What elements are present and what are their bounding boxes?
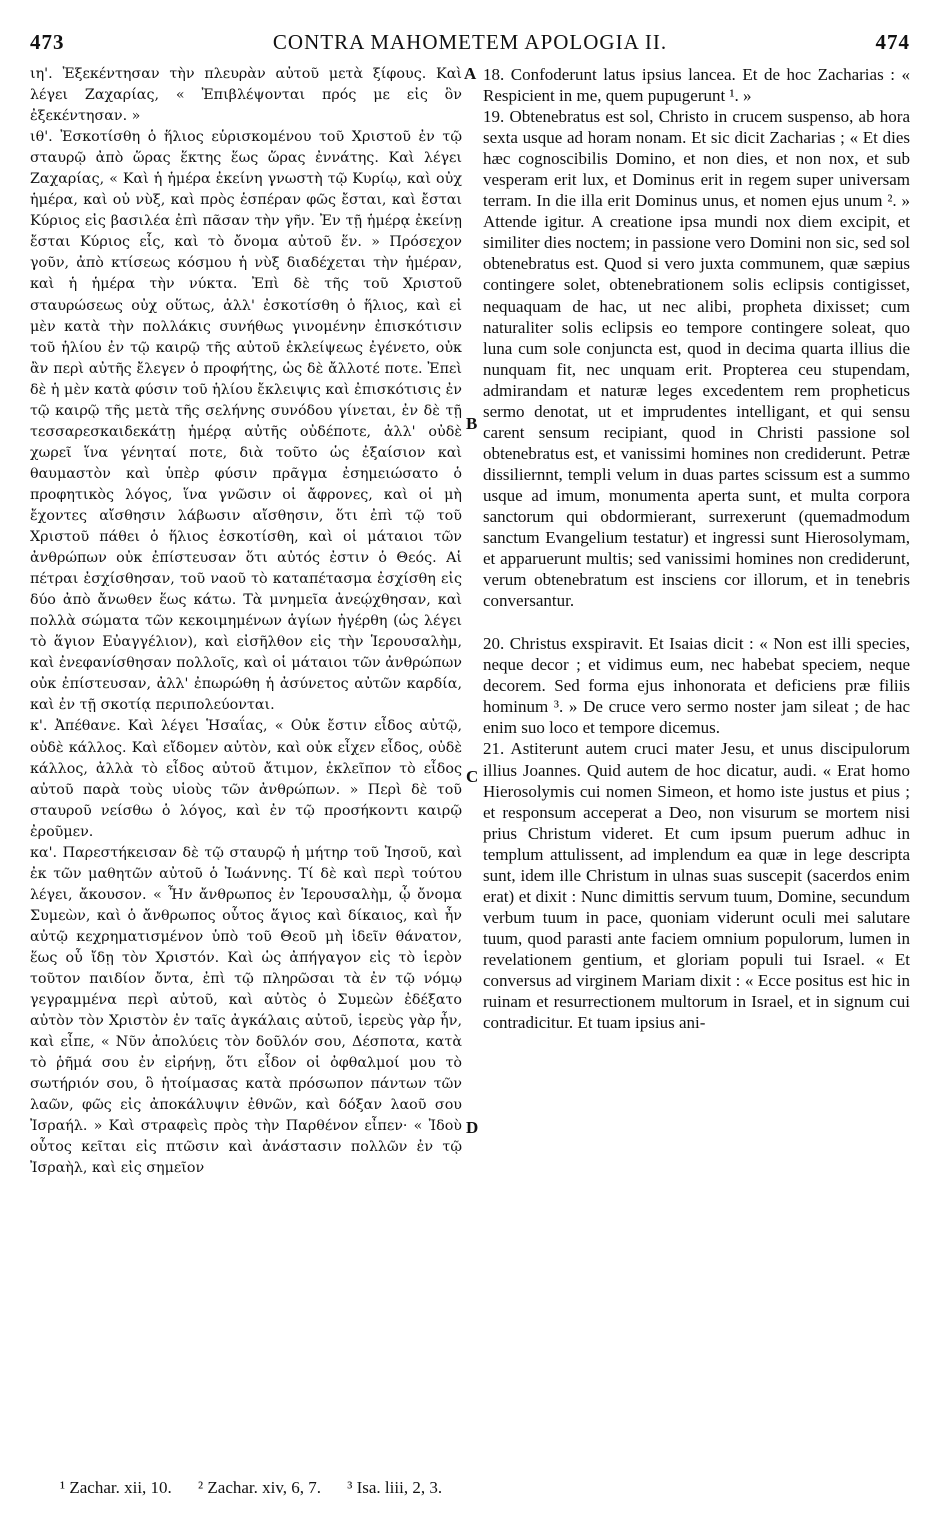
margin-marker-d: D [466, 1118, 479, 1137]
greek-paragraph-18: ιη'. Ἐξεκέντησαν τὴν πλευρὰν αὐτοῦ μετὰ ξίφους. Καὶ λέγει Ζαχαρίας, « Ἐπιβλέψονται πρός με εἰς ὃν ἐξεκέντησαν. » [30, 66, 462, 125]
page-number-left: 473 [30, 30, 65, 54]
page-number-right: 474 [875, 30, 910, 54]
latin-paragraph-21: 21. Astiterunt autem cruci mater Jesu, et unus discipulorum illius Joannes. Quid autem de hoc dicatur, audi. « Erat homo Hierosolymis cui nomen Simeon, et homo iste justus et pius ; et responsum acceperat a Deo, non visurum se mortem nisi prius Christum videret. Et cum ipsum puerum adhuc in templum attulissent, ad implendum ea quæ in lege descripta sunt, idem ille Christum in ulnas suas suscepit (sacerdos enim erat) et dixit : Nunc dimittis servum tuum, Domine, secundum verbum tuum in pace, quoniam viderunt oculi mei salutare tuum, quod parasti ante faciem omnium populorum, lumen in revelationem gentium, et gloriam populi tui Israel. « Et conversus ad virginem Mariam dixit : « Ecce positus est hic in ruinam et resurrectionem multorum in Israel, et in signum cui contradicitur. Et tuam ipsius ani- [483, 739, 910, 1033]
latin-paragraph-18: 18. Confoderunt latus ipsius lancea. Et de hoc Zacharias : « Respicient in me, quem pupugerunt ¹. » [483, 65, 910, 106]
latin-column [483, 64, 910, 1033]
spacer [483, 611, 910, 633]
margin-marker-b: B [466, 414, 478, 433]
running-title: CONTRA MAHOMETEM APOLOGIA II. [272, 30, 668, 54]
footnote-3: ³ Isa. liii, 2, 3. [347, 1478, 443, 1497]
margin-marker-a: A [464, 64, 477, 83]
footnotes [60, 1478, 860, 1498]
greek-column [30, 64, 462, 1179]
margin-marker-c: C [466, 767, 479, 786]
latin-paragraph-20: 20. Christus exspiravit. Et Isaias dicit : « Non est illi species, neque decor ; et vidimus eum, nec habebat speciem, neque decorem. Sed forma ejus inhonorata et deficiens præ filiis hominum ³. » De cruce vero sermo noster jam sileat ; de hac enim suo loco et tempore dicemus. [483, 634, 910, 738]
footnote-1: ¹ Zachar. xii, 10. [60, 1478, 172, 1497]
greek-paragraph-20: κ'. Ἀπέθανε. Καὶ λέγει Ἡσαΐας, « Οὐκ ἔστιν εἶδος αὐτῷ, οὐδὲ κάλλος. Καὶ εἴδομεν αὐτὸν, καὶ οὐκ εἶχεν εἶδος, οὐδὲ κάλλος, ἀλλὰ τὸ εἶδος αὐτοῦ ἄτιμον, ἐκλεῖπον τὸ εἶδος αὐτοῦ παρὰ τοὺς υἱοὺς τῶν ἀνθρώπων. » Περὶ δὲ τοῦ σταυροῦ νείσθω ὁ λόγος, καὶ ἐν τῷ προσήκοντι καιρῷ ἐροῦμεν. [30, 718, 462, 840]
footnote-2: ² Zachar. xiv, 6, 7. [198, 1478, 322, 1497]
greek-paragraph-21: κα'. Παρεστήκεισαν δὲ τῷ σταυρῷ ἡ μήτηρ τοῦ Ἰησοῦ, καὶ ἐκ τῶν μαθητῶν αὐτοῦ ὁ Ἰωάννης. Τί δὲ καὶ περὶ τούτου λέγει, ἄκουσον. « Ἦν ἄνθρωπος ἐν Ἱερουσαλὴμ, ᾧ ὄνομα Συμεὼν, καὶ ὁ ἄνθρωπος οὗτος ἅγιος καὶ δίκαιος, καὶ ἦν αὐτῷ κεχρηματισμένον ὑπὸ τοῦ Θεοῦ μὴ ἰδεῖν θάνατον, ἕως οὗ ἴδῃ τὸν Χριστόν. Καὶ ὡς ἀπήγαγον εἰς τὸ ἱερὸν τοῦτον παιδίον ὄντα, ἐπὶ τῷ πληρῶσαι τὰ ἐν τῷ νόμῳ γεγραμμένα περὶ αὐτοῦ, καὶ αὐτὸς ὁ Συμεὼν ἐδέξατο αὐτὸν τὸν Χριστὸν ἐν ταῖς ἀγκάλαις αὐτοῦ, ἱερεὺς γὰρ ἦν, καὶ εἶπε, « Νῦν ἀπολύεις τὸν δοῦλόν σου, Δέσποτα, κατὰ τὸ ῥῆμά σου ἐν εἰρήνῃ, ὅτι εἶδον οἱ ὀφθαλμοί μου τὸ σωτήριόν σου, ὃ ἡτοίμασας κατὰ πρόσωπον πάντων τῶν λαῶν, φῶς εἰς ἀποκάλυψιν ἐθνῶν, καὶ δόξαν λαοῦ σου Ἰσραήλ. » Καὶ στραφεὶς πρὸς τὴν Παρθένον εἶπεν· « Ἰδοὺ οὗτος κεῖται εἰς πτῶσιν καὶ ἀνάστασιν πολλῶν ἐν τῷ Ἰσραὴλ, καὶ εἰς σημεῖον [30, 844, 462, 1177]
page-header [30, 30, 910, 58]
latin-paragraph-19: 19. Obtenebratus est sol, Christo in crucem suspenso, ab hora sexta usque ad horam nonam. Et sic dicit Zacharias ; « Et dies hæc cognoscibilis Domino, et non dies, et non nox, et sub vesperam erit lux, et Dominus erit in regem super universam terram. In die illa erit Dominus unus, et nomen ejus unum ². » Attende igitur. A creatione ipsa mundi nox diem excipit, et similiter dies noctem; in passione vero Domini non sic, sed sol obtenebratus est. Quod si vero juxta communem, quæ sæpius contingere solet, obtenebrationem solis eclipsis contigisset, nequaquam de hac, ut nec alibi, propheta dixisset; cum naturaliter solis eclipsis eo tempore contingere soleat, quo luna cum sole conjuncta est, quod in decima quarta illius die nunquam fit, nec unquam erit. Propterea ceu stupendam, admirandam et naturæ leges excedentem rem propheticus sermo denotat, ut et imprudentes intelligant, et qui sensu carent sensum recipiant, quod in Christi passione sol obtenebratus est, et vanissimi homines non crediderunt. Petræ dissiliernnt, templi velum in duas partes scissum est a summo usque ad imum, monumenta aperta sunt, et multa corpora sanctorum qui obdormierant, surrexerunt (quemadmodum sanctum Evangelium testatur) et ingressi sunt Hierosolymam, et apparuerunt multis; sed vanissimi homines non crediderunt, verum obtenebratum est insciens cor illorum, et in tenebris conversantur. [483, 107, 910, 611]
greek-paragraph-19: ιθ'. Ἐσκοτίσθη ὁ ἥλιος εὑρισκομένου τοῦ Χριστοῦ ἐν τῷ σταυρῷ ἀπὸ ὥρας ἕκτης ἕως ὥρας ἐννάτης. Καὶ λέγει Ζαχαρίας, « Καὶ ἡ ἡμέρα ἐκείνη γνωστὴ τῷ Κυρίῳ, καὶ οὐχ ἡμέρα, καὶ οὐ νὺξ, καὶ πρὸς ἑσπέραν φῶς ἔσται, καὶ ἔσται Κύριος εἰς βασιλέα ἐπὶ πᾶσαν τὴν γῆν. Ἐν τῇ ἡμέρᾳ ἐκείνῃ ἔσται Κύριος εἷς, καὶ τὸ ὄνομα αὐτοῦ ἕν. » Πρόσεχον γοῦν, ἀπὸ κτίσεως κόσμου ἡ νὺξ διαδέχεται τὴν ἡμέραν, καὶ ἡ ἡμέρα τὴν νύκτα. Ἐπὶ δὲ τῆς τοῦ Χριστοῦ σταυρώσεως οὐχ οὕτως, ἀλλ' ἐσκοτίσθη ὁ ἥλιος, καὶ εἰ μὲν κατὰ τὴν πολλάκις συνήθως γινομένην ἐπισκότισιν τοῦ ἡλίου ἐν τῷ καιρῷ τῆς αὐτοῦ ἐκλείψεως ἐγένετο, οὐκ ἂν περὶ αὐτῆς ἔλεγεν ὁ προφήτης, ὡς δὲ ἄλλοτέ ποτε. Ἐπεὶ δὲ ἡ μὲν κατὰ φύσιν τοῦ ἡλίου ἔκλειψις καὶ ἐπισκότισις ἐν τῷ καιρῷ τῆς μετὰ τῆς σελήνης συνόδου γίνεται, ἐν δὲ τῇ τεσσαρεσκαιδεκάτῃ ἡμέρᾳ αὐτῆς οὐδέποτε, ἀλλ' οὐδὲ χωρεῖ ἵνα γένηταί ποτε, διὰ τοῦτο ὡς ἐξαίσιον καὶ θαυμαστὸν καὶ ὑπὲρ φύσιν πρᾶγμα ἐσημειώσατο ὁ προφητικὸς λόγος, ἵνα γνῶσιν οἱ ἄφρονες, καὶ οἱ μὴ ἔχοντες αἴσθησιν λάβωσιν αἴσθησιν, ὅτι ἐπὶ τῷ τοῦ Χριστοῦ πάθει ὁ ἥλιος ἐσκοτίσθη, καὶ οἱ μάταιοι τῶν ἀνθρώπων οὐκ ἐπίστευσαν ὅτι αὐτός ἐστιν ὁ Θεός. Αἱ πέτραι ἐσχίσθησαν, τοῦ ναοῦ τὸ καταπέτασμα ἐσχίσθη εἰς δύο ἀπὸ ἄνωθεν ἕως κάτω. Τὰ μνημεῖα ἀνεῴχθησαν, καὶ πολλὰ σώματα τῶν κεκοιμημένων ἁγίων ἠγέρθη (ὡς λέγει τὸ ἅγιον Εὐαγγέλιον), καὶ εἰσῆλθον εἰς τὴν Ἱερουσαλὴμ, καὶ ἐνεφανίσθησαν πολλοῖς, καὶ οἱ μάταιοι τῶν ἀνθρώπων οὐκ ἐπίστευσαν, ἀλλ' ἐπωρώθη ἡ ἀσύνετος αὐτῶν καρδία, καὶ ἐν τῇ σκοτίᾳ περιπολεύονται. [30, 129, 462, 714]
